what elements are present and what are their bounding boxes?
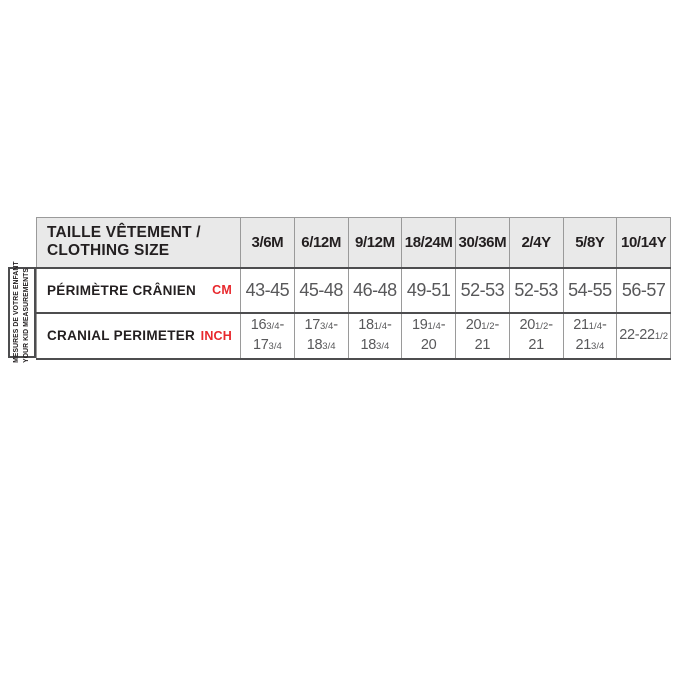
size-chart-table	[36, 217, 671, 360]
column-header: 18/24M	[402, 218, 456, 268]
column-header: 5/8Y	[563, 218, 617, 268]
side-label-line2: YOUR KID MEASUREMENTS	[23, 268, 30, 364]
cm-value-cell: 54-55	[563, 268, 617, 313]
column-header: 6/12M	[294, 218, 348, 268]
column-header: 3/6M	[241, 218, 295, 268]
inch-value-cell: 181/4- 183/4	[348, 313, 402, 359]
inch-value-cell: 201/2- 21	[456, 313, 510, 359]
side-measurements-label	[8, 261, 36, 364]
cm-value-cell: 56-57	[617, 268, 671, 313]
cranial-perimeter-inch-row	[37, 313, 671, 359]
inch-value-cell: 173/4- 183/4	[294, 313, 348, 359]
column-header: 10/14Y	[617, 218, 671, 268]
cm-value-cell: 52-53	[456, 268, 510, 313]
side-label-line1: MESURES DE VOTRE ENFANT	[12, 261, 20, 364]
unit-label-inch: INCH	[200, 328, 232, 343]
table-title-line2: CLOTHING SIZE	[47, 242, 170, 260]
unit-label-cm: CM	[212, 283, 232, 297]
table-title-cell	[37, 218, 241, 268]
inch-value-cell: 191/4- 20	[402, 313, 456, 359]
column-header: 2/4Y	[509, 218, 563, 268]
inch-value-cell: 163/4- 173/4	[241, 313, 295, 359]
inch-value-cell: 211/4- 213/4	[563, 313, 617, 359]
row-label-cell	[37, 268, 241, 313]
inch-value-cell: 22-221/2	[617, 313, 671, 359]
side-measurements-text	[12, 262, 32, 363]
inch-value-cell: 201/2- 21	[509, 313, 563, 359]
row-label: CRANIAL PERIMETER	[47, 328, 196, 343]
cranial-perimeter-cm-row	[37, 268, 671, 313]
cm-value-cell: 49-51	[402, 268, 456, 313]
column-header: 30/36M	[456, 218, 510, 268]
cm-value-cell: 43-45	[241, 268, 295, 313]
header-row	[37, 218, 671, 268]
cm-value-cell: 52-53	[509, 268, 563, 313]
row-label: PÉRIMÈTRE CRÂNIEN	[47, 282, 197, 298]
column-header: 9/12M	[348, 218, 402, 268]
table-title-line1: TAILLE VÊTEMENT /	[47, 223, 201, 241]
row-label-cell	[37, 313, 241, 359]
cm-value-cell: 45-48	[294, 268, 348, 313]
cm-value-cell: 46-48	[348, 268, 402, 313]
